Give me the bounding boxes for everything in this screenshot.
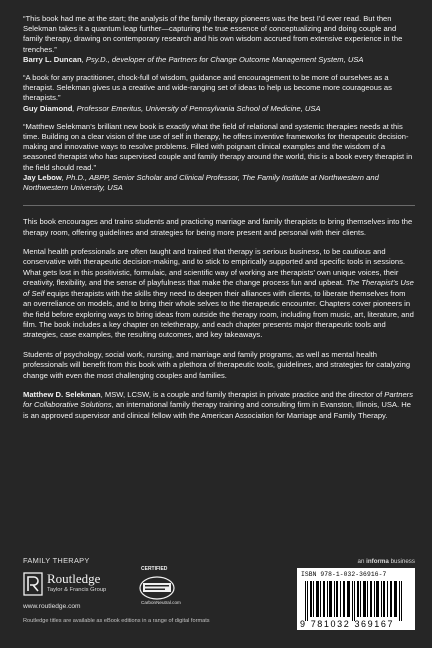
informa-prefix: an [357,558,367,565]
author-name: Matthew D. Selekman [23,389,101,399]
endorsement-attribution [23,104,415,114]
author-bio [23,390,415,421]
author-firm: Partners for Collaborative Solutions [23,389,413,410]
subject-category: FAMILY THERAPY [23,556,90,565]
publisher-url: www.routledge.com [23,603,81,610]
barcode-digits: 9 781032 369167 [300,619,395,629]
barcode-icon [301,581,411,621]
cover-footer [23,556,415,644]
informa-tagline [358,558,415,565]
carbon-certified-label: CERTIFIED [141,566,168,572]
endorsement-quote: “This book had me at the start; the analysis of the family therapy pioneers was the best I’d ever read. But then Selekman takes it a quantum leap further—capturing the true essence of conceptualizing and doing couple and family therapy, drawing on contemporary research and his own wisdom accrued from extensive experience in the trenches.” [23,14,403,54]
routledge-logo-icon [23,572,43,596]
ebook-note: Routledge titles are available as eBook editions in a range of digital formats [23,618,210,624]
endorsement-quote: “A book for any practitioner, chock-full of wisdom, guidance and encouragement to be more of ourselves as a therapist. Selekman gives us a creative and wide-ranging set of ideas to help us become more courageous as therapists.” [23,73,392,103]
informa-brand: informa [366,558,389,565]
description-main-part-2: equips therapists with the skills they need to deepen their alliances with clients, to liberate themselves from an overreliance on models, and to bring their whole selves to the therapeutic encounter. Chapters cover pioneers in the field before exploring ways to bring ideas from outside the therapy room, including from music, art, literature, and film. The book includes a key chapter on teletherapy, and each chapter presents major therapeutic tools and strategies, case examples, the resulting outcomes, and key takeaways. [23,288,414,340]
description-main-part-1: Mental health professionals are often taught and trained that therapy is serious business, to be cautious and conservative with therapeutic decision-making, and to stick to empirically supported and specific tools in sessions. What gets lost in this positivistic, formulaic, and scientific way of working are therapists’ own unique voices, their creativity, flexibility, and the sense of playfulness that make the change process fun and upbeat. [23,247,405,288]
description-audience: Students of psychology, social work, nursing, and marriage and family programs, as well as mental health professionals will benefit from this book with a plethora of therapeutic tools, guidelines, and strategies for catalyzing change with even the most challenging couples and families. [23,349,411,380]
endorsement-lebow [23,122,415,193]
publisher-name: Routledge [47,571,101,586]
main-content [23,14,415,430]
book-title-inline: The Therapist’s Use of Self [23,278,414,298]
book-description [23,217,415,421]
endorser-name: Guy Diamond [23,103,73,113]
author-bio-part-1: , MSW, LCSW, is a couple and family therapist in private practice and the director of [100,389,385,399]
isbn-number: ISBN 978-1-032-36916-7 [301,571,387,578]
endorsement-quote: “Matthew Selekman’s brilliant new book is exactly what the field of relational and systemic therapies needs at this time. Building on a clear vision of the use of self in therapy, he offers inventive frameworks for therapeutic decision-making and innovative ways to resolve problems. Filled with poignant clinical examples and the wisdom of a seasoned therapist who has supervised couple and family therapy around the world, this is a book every therapist in the field should read.” [23,121,413,172]
endorser-role: , Ph.D., ABPP, Senior Scholar and Clinical Professor, The Family Institute at Northwestern and Northwestern University, USA [23,172,379,193]
endorser-name: Jay Lebow [23,172,62,182]
carbon-neutral-url: CarbonNeutral.com [141,600,181,605]
endorsement-attribution [23,173,415,193]
endorser-role: , Psy.D., developer of the Partners for Change Outcome Management System, USA [81,54,364,64]
description-main [23,247,415,341]
endorser-name: Barry L. Duncan [23,54,82,64]
endorsement-attribution [23,55,415,65]
endorsements [23,14,415,206]
endorsement-diamond [23,73,415,114]
carbon-neutral-badge-icon [137,570,177,604]
author-bio-part-2: , an international family therapy training and consulting firm in Evanston, Illinois, USA. He is an approved supervisor and clinical fellow with the American Association for Marriage and Family Therapy. [23,400,411,420]
endorsement-duncan [23,14,415,65]
description-intro: This book encourages and trains students and practicing marriage and family therapists to bring themselves into the therapy room, offering guidelines and strategies for being more present and personal with their clients. [23,217,413,237]
publisher-group: Taylor & Francis Group [47,587,107,593]
endorser-role: , Professor Emeritus, University of Pennsylvania School of Medicine, USA [72,103,321,113]
informa-suffix: business [388,558,415,565]
isbn-barcode-box [297,568,415,630]
